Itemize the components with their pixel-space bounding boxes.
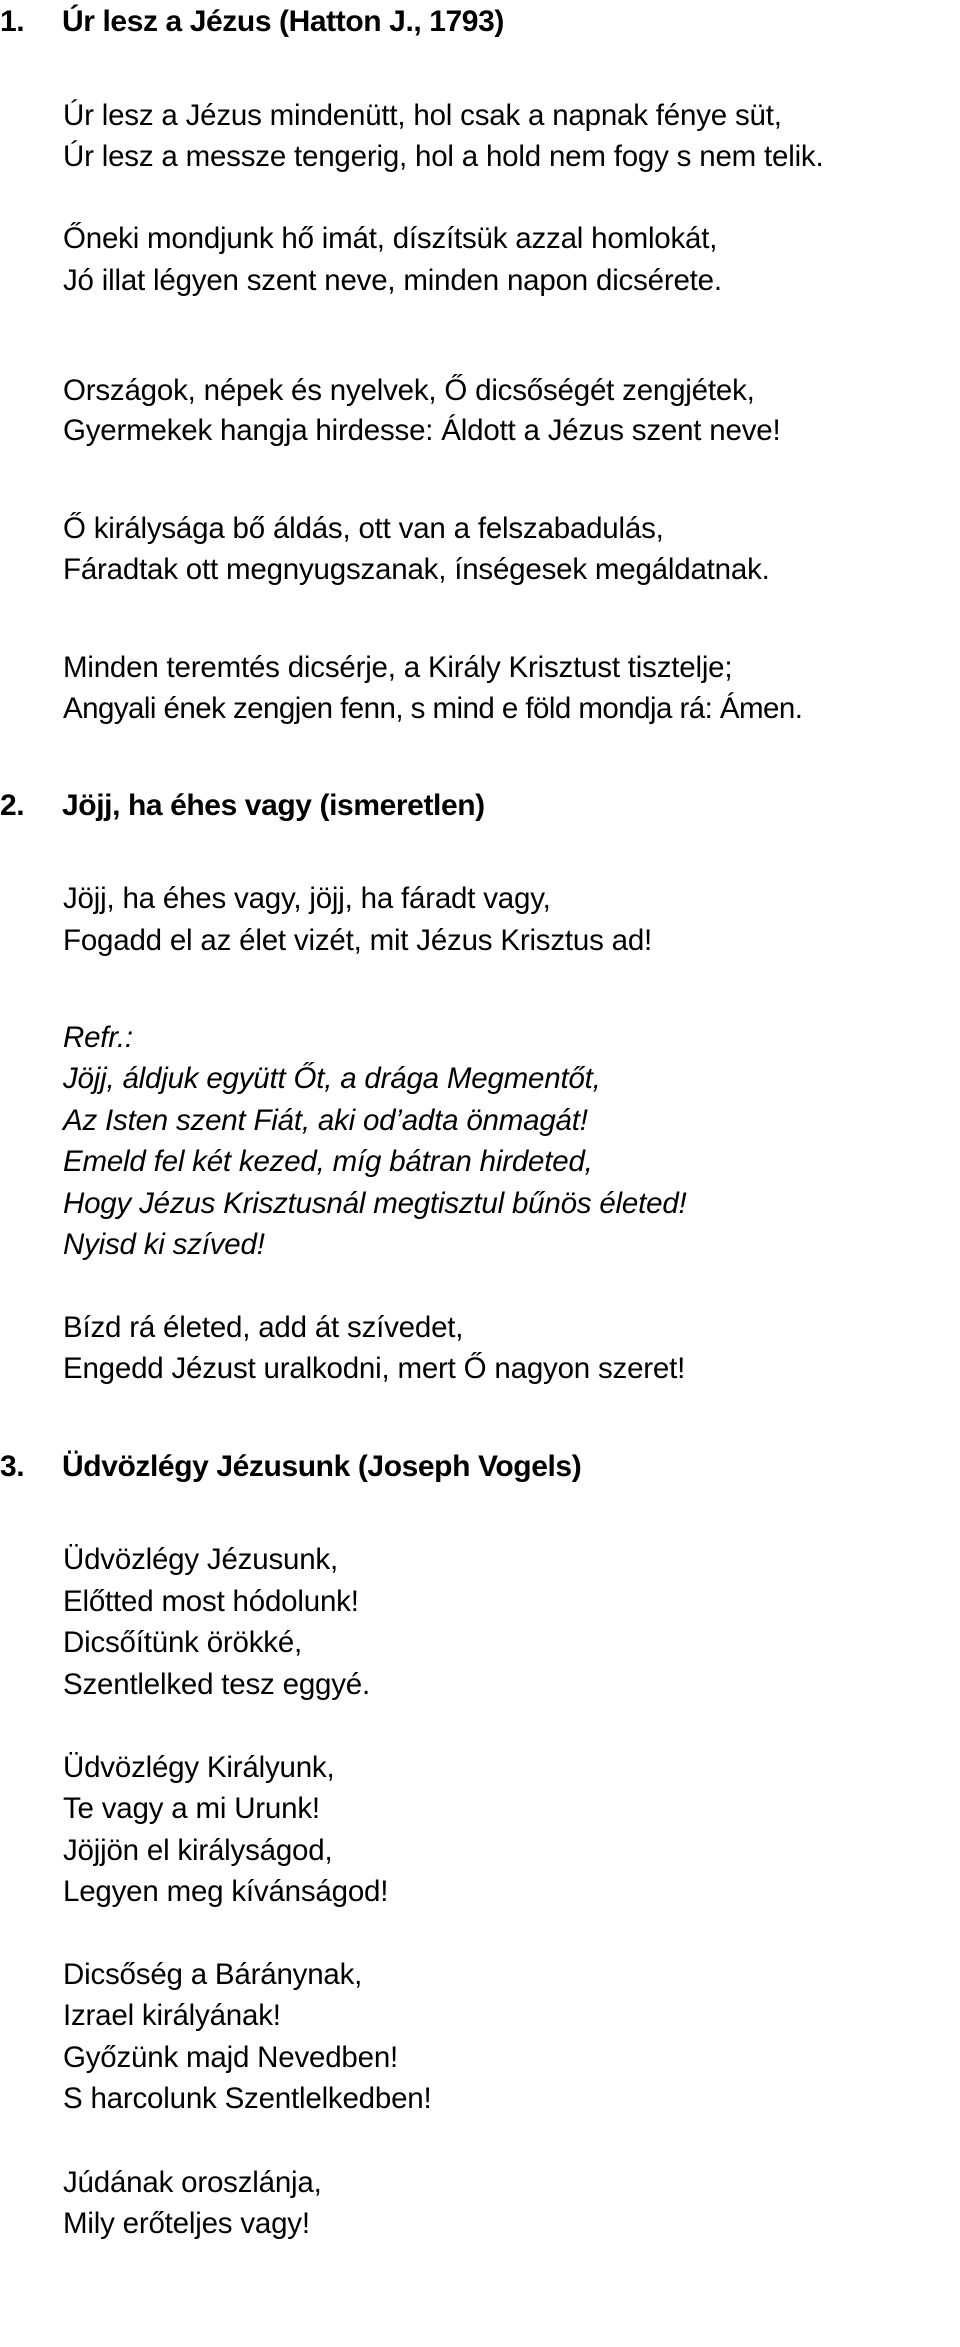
song-number: 1. [0, 5, 25, 38]
verse-line: Úr lesz a messze tengerig, hol a hold nem fogy s nem telik. [63, 140, 824, 173]
verse-line: Fáradtak ott megnyugszanak, ínségesek megáldatnak. [63, 553, 770, 586]
song-heading [0, 791, 485, 821]
verse-line: Őneki mondjunk hő imát, díszítsük azzal homlokát, [63, 222, 718, 255]
verse-line: Legyen meg kívánságod! [63, 1875, 389, 1908]
refrain-line: Hogy Jézus Krisztusnál megtisztul bűnös életed! [63, 1187, 687, 1220]
verse-line: Szentlelked tesz eggyé. [63, 1668, 370, 1701]
verse-line: Angyali ének zengjen fenn, s mind e föld mondja rá: Ámen. [63, 692, 803, 725]
verse-line: Úr lesz a Jézus mindenütt, hol csak a napnak fénye süt, [63, 99, 782, 132]
song-title: Üdvözlégy Jézusunk (Joseph Vogels) [62, 1450, 582, 1483]
verse-line: Izrael királyának! [63, 1999, 281, 2032]
song-number: 3. [0, 1450, 25, 1483]
song-heading [0, 1452, 581, 1482]
verse-line: Országok, népek és nyelvek, Ő dicsőségét zengjétek, [63, 374, 755, 407]
verse-line: Győzünk majd Nevedben! [63, 2041, 399, 2074]
verse-line: Üdvözlégy Jézusunk, [63, 1543, 338, 1576]
verse-line: Jöjj, ha éhes vagy, jöjj, ha fáradt vagy, [63, 882, 551, 915]
verse-line: Minden teremtés dicsérje, a Király Krisztust tisztelje; [63, 651, 733, 684]
verse-line: Júdának oroszlánja, [63, 2166, 322, 2199]
song-title: Jöjj, ha éhes vagy (ismeretlen) [62, 789, 485, 822]
verse-line: Üdvözlégy Királyunk, [63, 1751, 335, 1784]
verse-line: Bízd rá életed, add át szívedet, [63, 1311, 464, 1344]
verse-line: Te vagy a mi Urunk! [63, 1792, 320, 1825]
verse-line: Jó illat légyen szent neve, minden napon dicsérete. [63, 264, 722, 297]
refrain-line: Az Isten szent Fiát, aki od’adta önmagát! [63, 1104, 588, 1137]
verse-line: Dicsőség a Báránynak, [63, 1958, 363, 1991]
refrain-label: Refr.: [63, 1021, 133, 1054]
verse-line: Ő királysága bő áldás, ott van a felszabadulás, [63, 512, 664, 545]
verse-line: Fogadd el az élet vizét, mit Jézus Krisztus ad! [63, 924, 653, 957]
refrain-line: Emeld fel két kezed, míg bátran hirdeted, [63, 1145, 593, 1178]
verse-line: Dicsőítünk örökké, [63, 1626, 303, 1659]
song-number: 2. [0, 789, 25, 822]
verse-line: Mily erőteljes vagy! [63, 2207, 310, 2240]
refrain-line: Nyisd ki szíved! [63, 1228, 265, 1261]
song-title: Úr lesz a Jézus (Hatton J., 1793) [62, 5, 504, 38]
verse-line: Engedd Jézust uralkodni, mert Ő nagyon szeret! [63, 1352, 686, 1385]
song-heading [0, 7, 504, 37]
verse-line: S harcolunk Szentlelkedben! [63, 2082, 432, 2115]
verse-line: Előtted most hódolunk! [63, 1585, 359, 1618]
refrain-line: Jöjj, áldjuk együtt Őt, a drága Megmentőt, [63, 1062, 601, 1095]
verse-line: Jöjjön el királyságod, [63, 1834, 333, 1867]
verse-line: Gyermekek hangja hirdesse: Áldott a Jézus szent neve! [63, 414, 781, 447]
